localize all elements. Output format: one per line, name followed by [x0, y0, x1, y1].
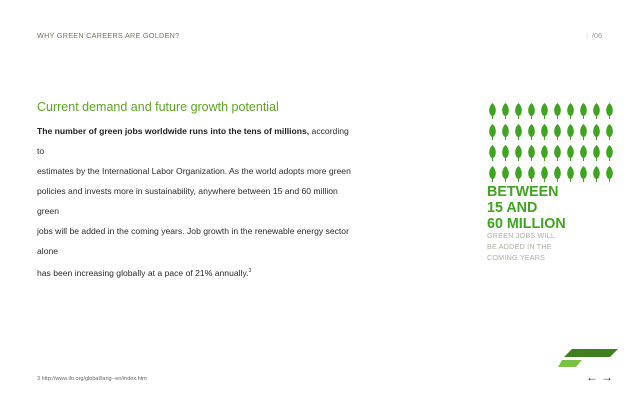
tree-icon	[578, 166, 589, 182]
tree-icon	[591, 124, 602, 140]
tree-icon	[552, 166, 563, 182]
tree-icon	[539, 124, 550, 140]
stat-caption-line-1: GREEN JOBS WILL	[487, 231, 556, 240]
tree-icon	[565, 103, 576, 119]
tree-icon	[552, 145, 563, 161]
tree-icon	[500, 103, 511, 119]
tree-icon	[591, 103, 602, 119]
tree-icon	[539, 103, 550, 119]
stat-caption	[487, 230, 555, 263]
page-number	[586, 31, 602, 40]
tree-icon	[604, 145, 615, 161]
footnote-ref: 3	[248, 268, 252, 274]
tree-row	[487, 103, 617, 119]
tree-icon	[578, 103, 589, 119]
body-line-3: policies and invests more in sustainability, anywhere between 15 and 60 million green	[37, 186, 338, 216]
tree-icon	[526, 103, 537, 119]
tree-icon	[565, 166, 576, 182]
tree-icon	[578, 145, 589, 161]
tree-icon	[552, 103, 563, 119]
tree-icon	[552, 124, 563, 140]
stat-caption-line-2: BE ADDED IN THE	[487, 242, 552, 251]
body-line-4: jobs will be added in the coming years. Job growth in the renewable energy sector alone	[37, 226, 349, 256]
tree-icon	[487, 124, 498, 140]
tree-icon	[487, 166, 498, 182]
tree-icon	[604, 166, 615, 182]
page-number-separator: |	[586, 31, 588, 40]
body-line-1: according to	[37, 126, 349, 156]
page-number-label: /06	[592, 31, 602, 40]
tree-icon	[500, 166, 511, 182]
stat-headline	[487, 184, 566, 232]
tree-row	[487, 166, 617, 182]
tree-grid	[487, 103, 617, 187]
stat-caption-line-3: COMING YEARS	[487, 253, 546, 262]
logo-bar-top	[564, 349, 618, 357]
tree-icon	[487, 145, 498, 161]
tree-icon	[539, 145, 550, 161]
tree-icon	[487, 103, 498, 119]
prev-page-button[interactable]: ←	[586, 370, 598, 384]
body-lead: The number of green jobs worldwide runs into the tens of millions,	[37, 126, 310, 136]
tree-icon	[513, 124, 524, 140]
next-page-button[interactable]: →	[601, 370, 613, 384]
body-line-5: has been increasing globally at a pace of 21% annually.	[37, 267, 249, 278]
tree-icon	[604, 103, 615, 119]
tree-icon	[539, 166, 550, 182]
tree-icon	[604, 124, 615, 140]
tree-icon	[578, 124, 589, 140]
tree-icon	[526, 145, 537, 161]
stat-headline-line-2: 15 AND	[487, 200, 538, 216]
section-title: Current demand and future growth potential	[37, 100, 279, 114]
header-title: WHY GREEN CAREERS ARE GOLDEN?	[37, 31, 180, 40]
tree-icon	[513, 166, 524, 182]
tree-icon	[591, 166, 602, 182]
stat-headline-line-3: 60 MILLION	[487, 216, 566, 232]
tree-icon	[500, 145, 511, 161]
tree-icon	[565, 124, 576, 140]
body-line-2: estimates by the International Labor Organization. As the world adopts more green	[37, 166, 351, 176]
tree-icon	[526, 166, 537, 182]
stat-headline-line-1: BETWEEN	[487, 184, 559, 200]
tree-icon	[513, 145, 524, 161]
tree-icon	[500, 124, 511, 140]
tree-icon	[565, 145, 576, 161]
logo-bar-bottom	[558, 360, 582, 367]
tree-icon	[526, 124, 537, 140]
footnote: 3 http://www.ilo.org/global/lang--en/index.htm	[37, 376, 147, 382]
tree-icon	[591, 145, 602, 161]
body-paragraph	[37, 121, 355, 283]
tree-row	[487, 124, 617, 140]
tree-icon	[513, 103, 524, 119]
brand-logo	[558, 349, 618, 369]
tree-row	[487, 145, 617, 161]
